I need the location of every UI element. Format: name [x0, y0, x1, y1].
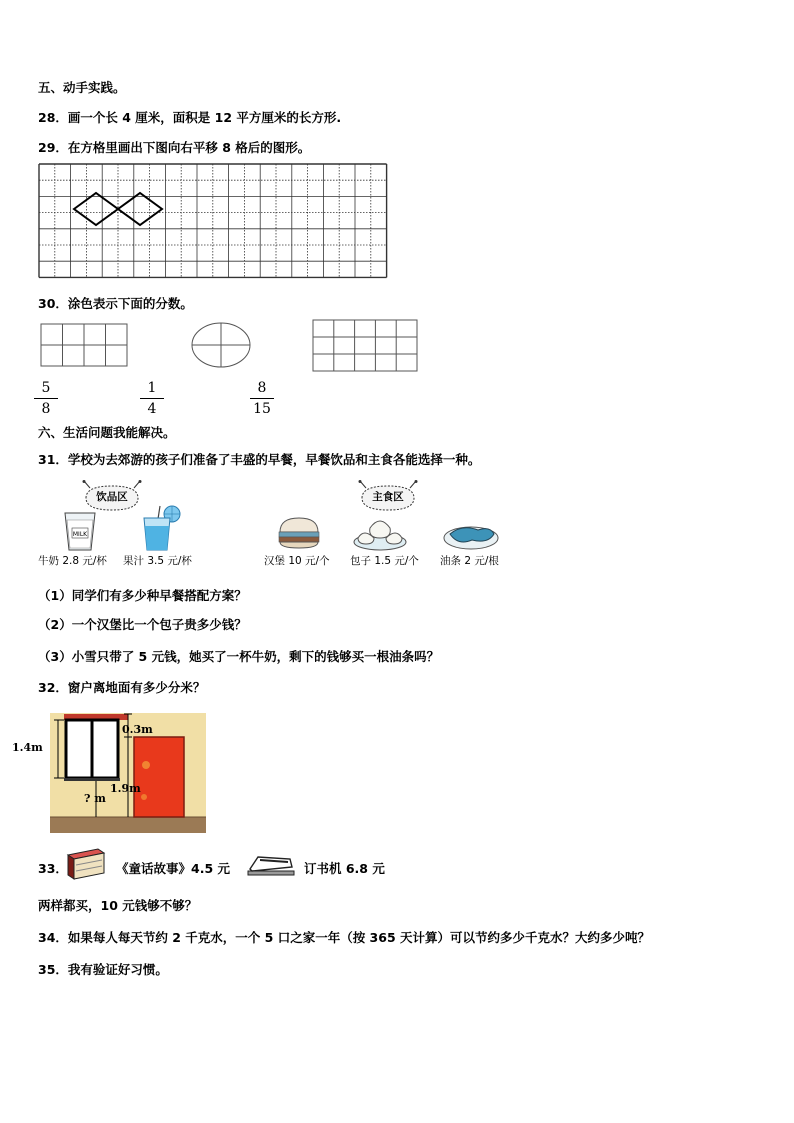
milk-icon — [62, 510, 98, 552]
youtiao-icon — [442, 518, 500, 552]
window-height-label: 1.4m — [12, 741, 43, 754]
unknown-height-label: ? m — [84, 792, 106, 805]
section-5-title: 五、动手实践。 — [38, 80, 126, 95]
bun-price: 包子 1.5 元/个 — [350, 555, 419, 567]
book-price: 《童话故事》4.5 元 — [116, 861, 230, 876]
stapler-price: 订书机 6.8 元 — [304, 861, 385, 876]
question-31-1: （1）同学们有多少种早餐搭配方案？ — [38, 588, 247, 603]
translation-grid — [38, 163, 388, 280]
section-6-title: 六、生活问题我能解决。 — [38, 425, 176, 440]
question-29: 29．在方格里画出下图向右平移 8 格后的图形。 — [38, 140, 311, 155]
rectangle-15-parts — [312, 319, 418, 372]
burger-price: 汉堡 10 元/个 — [264, 555, 330, 567]
question-33-number: 33． — [38, 861, 68, 876]
svg-text:MILK: MILK — [72, 531, 88, 538]
circle-4-parts — [190, 321, 252, 369]
question-32: 32．窗户离地面有多少分米？ — [38, 680, 206, 695]
question-35: 35．我有验证好习惯。 — [38, 962, 168, 977]
milk-price: 牛奶 2.8 元/杯 — [38, 555, 107, 567]
rectangle-8-parts — [40, 323, 128, 367]
door-height-label: 1.9m — [110, 782, 141, 795]
question-33-text: 两样都买，10 元钱够不够？ — [38, 898, 198, 913]
fraction-8-15: 8 15 — [250, 380, 274, 417]
burger-icon — [276, 516, 322, 550]
question-31: 31．学校为去郊游的孩子们准备了丰盛的早餐，早餐饮品和主食各能选择一种。 — [38, 452, 481, 467]
question-30: 30．涂色表示下面的分数。 — [38, 296, 193, 311]
fraction-1-4: 1 4 — [140, 380, 164, 417]
question-28: 28．画一个长 4 厘米，面积是 12 平方厘米的长方形. — [38, 110, 342, 125]
top-gap-label: 0.3m — [122, 723, 153, 736]
book-icon — [64, 847, 108, 881]
fraction-5-8: 5 8 — [34, 380, 58, 417]
stapler-icon — [246, 851, 296, 877]
question-34: 34．如果每人每天节约 2 千克水，一个 5 口之家一年（按 365 天计算）可以节约多少千克水？大约多少吨？ — [38, 930, 650, 945]
juice-price: 果汁 3.5 元/杯 — [123, 555, 192, 567]
question-31-3: （3）小雪只带了 5 元钱，她买了一杯牛奶，剩下的钱够买一根油条吗？ — [38, 649, 440, 664]
food-zone-label: 主食区 — [372, 491, 404, 503]
youtiao-price: 油条 2 元/根 — [440, 555, 499, 567]
bun-icon — [352, 514, 408, 552]
question-31-2: （2）一个汉堡比一个包子贵多少钱？ — [38, 617, 247, 632]
drink-zone-label: 饮品区 — [96, 491, 128, 503]
juice-icon — [140, 504, 184, 552]
